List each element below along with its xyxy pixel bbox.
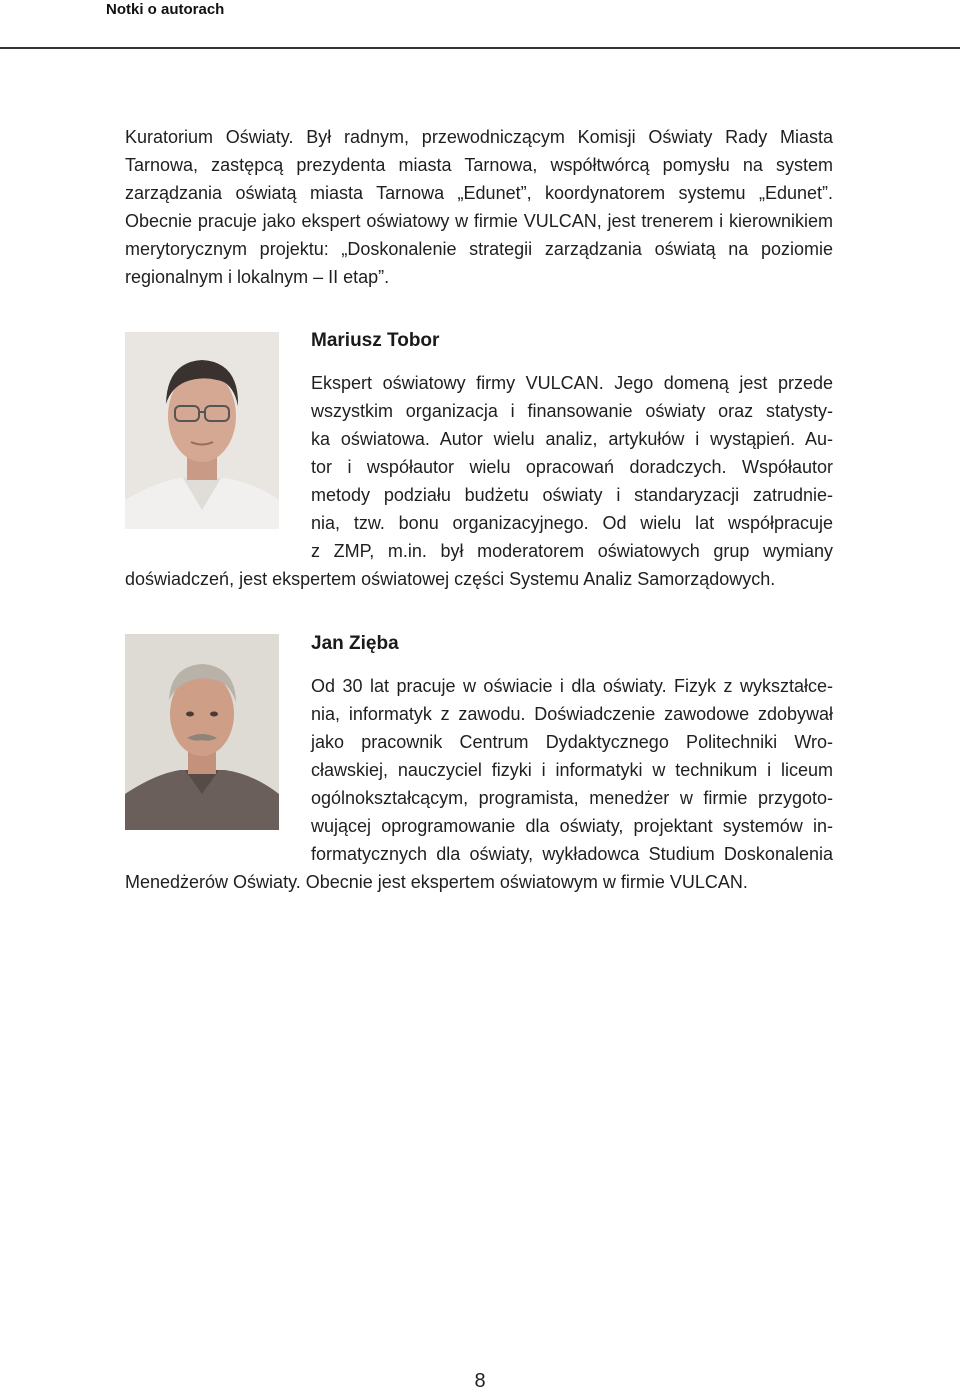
- bio-line: tor i współautor wielu opracowań doradczych. Współautor: [311, 457, 833, 477]
- header-divider: [0, 47, 960, 49]
- bio-line: nia, informatyk z zawodu. Doświadczenie zawodowe zdobywał: [311, 704, 833, 724]
- bio-line: ogólnokształcącym, programista, menedżer w firmie przygoto-: [311, 788, 833, 808]
- bio-line: cławskiej, nauczyciel fizyki i informatyki w technikum i liceum: [311, 760, 833, 780]
- running-header: Notki o autorach: [106, 1, 225, 18]
- author-bio: [125, 672, 833, 896]
- bio-line: formatycznych dla oświaty, wykładowca Studium Doskonalenia: [311, 844, 833, 864]
- bio-line: jako pracownik Centrum Dydaktycznego Politechniki Wro-: [311, 732, 833, 752]
- bio-line: wującej oprogramowanie dla oświaty, projektant systemów in-: [311, 816, 833, 836]
- bio-line: nia, tzw. bonu organizacyjnego. Od wielu lat współpracuje: [311, 513, 833, 533]
- intro-paragraph: Kuratorium Oświaty. Był radnym, przewodniczącym Komisji Oświaty Rady Miasta Tarnowa, zastępcą prezydenta miasta Tarnowa, współtwórcą pomysłu na system zarządzania oświatą miasta Tarnowa „Edunet”, koordynatorem systemu „Edunet”. Obecnie pracuje jako ekspert oświatowy w firmie VULCAN, jest trenerem i kierownikiem merytorycznym projektu: „Doskonalenie strategii zarządzania oświatą na poziomie regionalnym i lokalnym – II etap”.: [125, 127, 833, 287]
- bio-line: Od 30 lat pracuje w oświacie i dla oświaty. Fizyk z wykształce-: [311, 676, 833, 696]
- bio-line: ka oświatowa. Autor wielu analiz, artykułów i wystąpień. Au-: [311, 429, 833, 449]
- page-number: 8: [474, 1370, 486, 1392]
- bio-line: metody podziału budżetu oświaty i standaryzacji zatrudnie-: [311, 485, 833, 505]
- bio-line: Ekspert oświatowy firmy VULCAN. Jego domeną jest przede: [311, 373, 833, 393]
- author-bio: [125, 369, 833, 593]
- author-name: Jan Zięba: [311, 633, 399, 654]
- bio-line: Menedżerów Oświaty. Obecnie jest ekspertem oświatowym w firmie VULCAN.: [125, 872, 748, 892]
- bio-line: wszystkim organizacja i finansowanie oświaty oraz statysty-: [311, 401, 833, 421]
- bio-line: z ZMP, m.in. był moderatorem oświatowych grup wymiany: [311, 541, 833, 561]
- bio-line: doświadczeń, jest ekspertem oświatowej części Systemu Analiz Samorządowych.: [125, 569, 776, 589]
- author-name: Mariusz Tobor: [311, 330, 440, 351]
